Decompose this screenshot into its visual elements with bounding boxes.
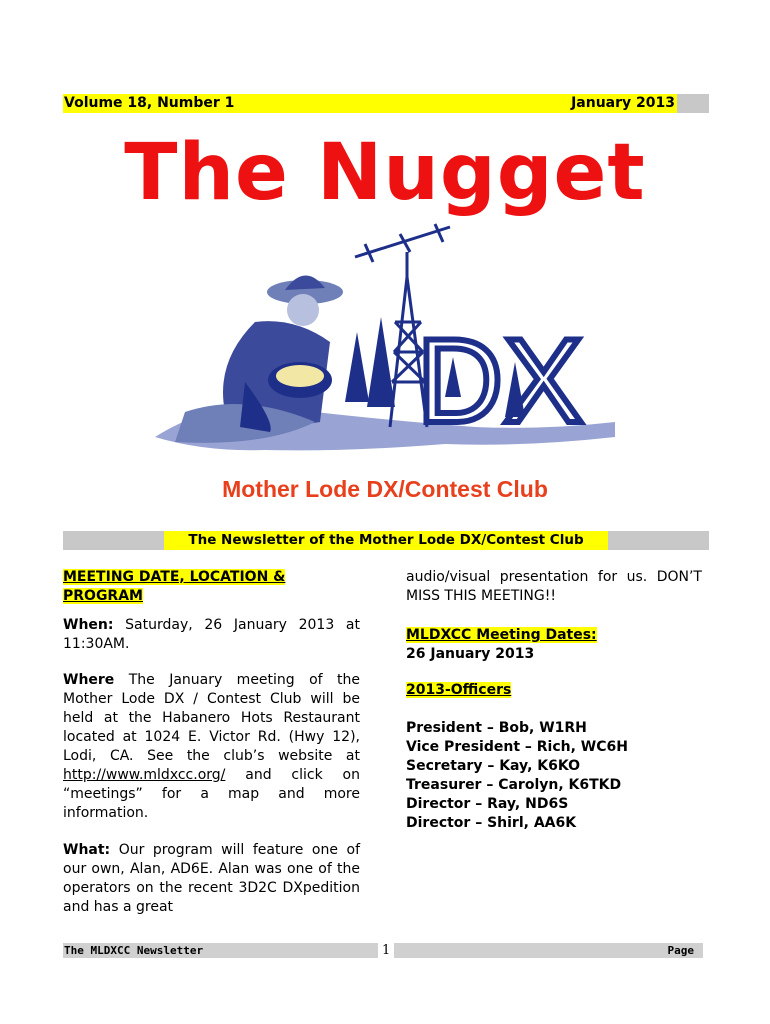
- meeting-what: [63, 841, 360, 917]
- officers-list: [406, 719, 702, 833]
- left-column: [63, 568, 360, 931]
- newsletter-title: The Nugget: [124, 128, 646, 218]
- meeting-where: [63, 671, 360, 823]
- officer-item: Vice President – Rich, WC6H: [406, 739, 628, 755]
- newsletter-subtitle: The Newsletter of the Mother Lode DX/Contest Club: [188, 532, 584, 548]
- officer-item: President – Bob, W1RH: [406, 720, 587, 736]
- logo-caption: Mother Lode DX/Contest Club: [222, 476, 548, 502]
- meeting-dates-heading: MLDXCC Meeting Dates:: [406, 627, 597, 643]
- club-website-link[interactable]: http://www.mldxcc.org/: [63, 767, 226, 783]
- officer-item: Director – Ray, ND6S: [406, 796, 569, 812]
- when-label: When:: [63, 617, 114, 633]
- footer-newsletter-name: The MLDXCC Newsletter: [64, 944, 204, 957]
- club-logo: [145, 222, 630, 515]
- volume-number: Volume 18, Number 1: [64, 95, 235, 111]
- officer-item: Secretary – Kay, K6KO: [406, 758, 581, 774]
- what-label: What:: [63, 842, 111, 858]
- issue-date: January 2013: [571, 95, 675, 111]
- officers-heading-block: [406, 681, 702, 700]
- footer-page-number: 1: [382, 943, 391, 958]
- where-text-2: and click on “meetings” for a map and more information.: [63, 767, 360, 821]
- officer-item: Treasurer – Carolyn, K6TKD: [406, 777, 622, 793]
- meeting-continued: audio/visual presentation for us. DON’T MISS THIS MEETING!!: [406, 569, 702, 604]
- right-column: [406, 568, 702, 833]
- where-text-1: The January meeting of the Mother Lode DX / Contest Club will be held at the Habanero Hots Restaurant located at 1024 E. Victor Rd. (Hwy 12), Lodi, CA. See the club’s website at: [63, 672, 360, 764]
- meeting-heading: [63, 568, 360, 606]
- what-text: Our program will feature one of our own, Alan, AD6E. Alan was one of the operators on the recent 3D2C DXpedition and has a great: [63, 842, 360, 915]
- meeting-dates-block: [406, 626, 702, 664]
- where-label: Where: [63, 672, 115, 688]
- footer-page-label: Page: [667, 944, 694, 957]
- meeting-dates-date: 26 January 2013: [406, 646, 535, 662]
- prospector-icon: [175, 275, 343, 442]
- logo-dx-letters: DX: [416, 314, 584, 448]
- meeting-heading-line1: MEETING DATE, LOCATION &: [63, 569, 286, 585]
- officer-item: Director – Shirl, AA6K: [406, 815, 577, 831]
- when-text: Saturday, 26 January 2013 at 11:30AM.: [63, 617, 360, 652]
- meeting-heading-line2: PROGRAM: [63, 588, 143, 604]
- meeting-when: [63, 616, 360, 654]
- officers-heading: 2013-Officers: [406, 682, 512, 698]
